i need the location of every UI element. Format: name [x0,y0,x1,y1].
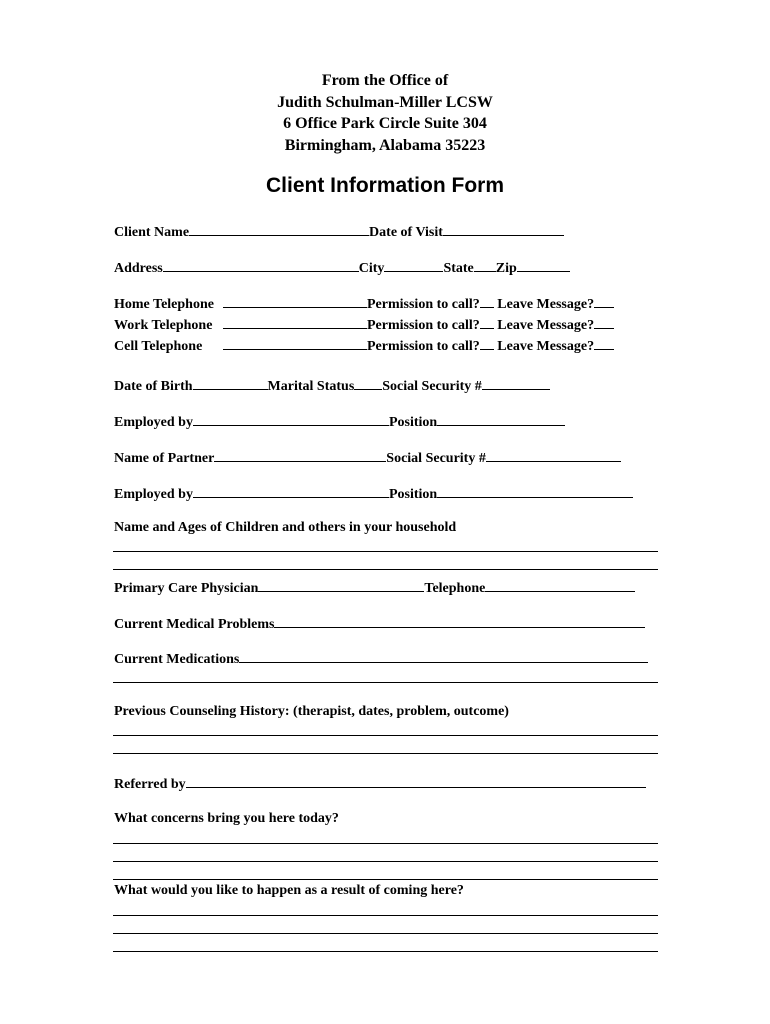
leave-message-field-home[interactable] [594,295,614,308]
row-work-telephone [114,316,614,334]
position-field-client[interactable] [437,413,565,426]
concerns-line-1[interactable] [113,843,658,844]
primary-care-physician-label: Primary Care Physician [114,581,259,596]
client-name-label: Client Name [114,225,190,240]
row-date-of-birth [114,377,550,395]
header-line-4: Birmingham, Alabama 35223 [284,136,486,154]
home-telephone-field[interactable] [223,295,367,308]
row-client-name [114,223,564,241]
counseling-line-2[interactable] [113,753,658,754]
state-label: State [443,261,474,276]
zip-label: Zip [495,261,517,276]
leave-message-field-cell[interactable] [594,337,614,350]
office-header [0,70,770,156]
row-partner [114,449,621,467]
permission-label-cell: Permission to call? [367,339,480,354]
employed-by-label-partner: Employed by [114,487,193,502]
state-field[interactable] [474,259,496,272]
referred-by-label: Referred by [114,777,186,792]
children-line-2[interactable] [113,569,658,570]
position-field-partner[interactable] [437,485,633,498]
happen-result-label: What would you like to happen as a result of coming here? [114,883,464,898]
date-of-birth-field[interactable] [193,377,268,390]
current-medications-label: Current Medications [114,652,240,667]
work-telephone-label: Work Telephone [114,318,213,333]
employed-by-field-client[interactable] [193,413,389,426]
permission-label-work: Permission to call? [367,318,480,333]
employed-by-field-partner[interactable] [193,485,389,498]
result-line-2[interactable] [113,933,658,934]
row-home-telephone [114,295,614,313]
marital-status-field[interactable] [354,377,382,390]
children-line-1[interactable] [113,551,658,552]
form-title: Client Information Form [266,174,504,197]
leave-message-label-cell: Leave Message? [497,339,595,354]
current-medical-problems-label: Current Medical Problems [114,617,275,632]
leave-message-label-work: Leave Message? [497,318,595,333]
current-medical-problems-field[interactable] [274,615,645,628]
name-of-partner-label: Name of Partner [114,451,215,466]
social-security-label-client: Social Security # [382,379,482,394]
date-of-visit-label: Date of Visit [369,225,443,240]
physician-telephone-field[interactable] [485,579,635,592]
leave-message-field-work[interactable] [594,316,614,329]
row-referred-by [114,775,646,793]
medications-line-2[interactable] [113,682,658,683]
current-medications-field[interactable] [239,650,648,663]
concerns-label: What concerns bring you here today? [114,811,339,826]
row-employed-by-partner [114,485,633,503]
primary-care-physician-field[interactable] [258,579,424,592]
city-label: City [358,261,385,276]
zip-field[interactable] [517,259,570,272]
home-telephone-label: Home Telephone [114,297,214,312]
employed-by-label-client: Employed by [114,415,193,430]
children-household-label: Name and Ages of Children and others in your household [114,520,457,535]
concerns-line-2[interactable] [113,861,658,862]
header-line-3: 6 Office Park Circle Suite 304 [283,115,487,132]
cell-telephone-field[interactable] [223,337,367,350]
permission-field-home[interactable] [480,295,494,308]
client-name-field[interactable] [189,223,369,236]
counseling-line-1[interactable] [113,735,658,736]
date-of-visit-field[interactable] [443,223,564,236]
date-of-birth-label: Date of Birth [114,379,193,394]
leave-message-label-home: Leave Message? [497,297,595,312]
permission-field-work[interactable] [480,316,494,329]
marital-status-label: Marital Status [267,379,355,394]
social-security-field-client[interactable] [482,377,550,390]
physician-telephone-label: Telephone [424,581,486,596]
position-label-partner: Position [388,487,438,502]
work-telephone-field[interactable] [223,316,367,329]
row-medications [114,650,648,668]
concerns-line-3[interactable] [113,879,658,880]
position-label-client: Position [388,415,438,430]
row-medical-problems [114,615,645,633]
address-label: Address [114,261,163,276]
row-employed-by-client [114,413,565,431]
permission-label-home: Permission to call? [367,297,480,312]
row-address [114,259,570,277]
referred-by-field[interactable] [186,775,646,788]
cell-telephone-label: Cell Telephone [114,339,203,354]
row-cell-telephone [114,337,614,355]
result-line-3[interactable] [113,951,658,952]
header-line-2: Judith Schulman-Miller LCSW [277,93,493,111]
name-of-partner-field[interactable] [214,449,386,462]
row-primary-care [114,579,635,597]
city-field[interactable] [384,259,443,272]
social-security-label-partner: Social Security # [386,451,486,466]
previous-counseling-label: Previous Counseling History: (therapist, dates, problem, outcome) [114,704,509,719]
address-field[interactable] [163,259,359,272]
result-line-1[interactable] [113,915,658,916]
social-security-field-partner[interactable] [486,449,621,462]
header-line-1: From the Office of [321,72,449,89]
permission-field-cell[interactable] [480,337,494,350]
